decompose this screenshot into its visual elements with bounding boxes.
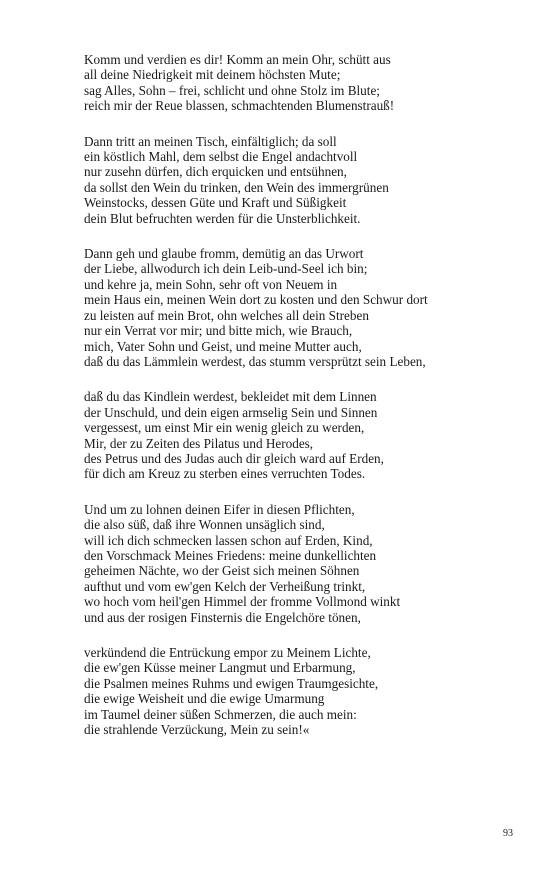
poem-line: für dich am Kreuz zu sterben eines verruchten Todes. xyxy=(84,466,366,482)
stanza-2 xyxy=(84,134,524,226)
poem-line: geheimen Nächte, wo der Geist sich meinen Söhnen xyxy=(84,563,360,579)
poem-line: aufthut und vom ew'gen Kelch der Verheißung trinkt, xyxy=(84,578,366,594)
poem-line: zu leisten auf mein Brot, ohn welches all dein Streben xyxy=(84,307,369,323)
poem-text xyxy=(84,52,524,757)
poem-line: die strahlende Verzückung, Mein zu sein!« xyxy=(84,722,310,738)
poem-line: mich, Vater Sohn und Geist, und meine Mutter auch, xyxy=(84,338,362,354)
poem-line: wo hoch vom heil'gen Himmel der fromme Vollmond winkt xyxy=(84,594,401,610)
poem-line: reich mir der Reue blassen, schmachtenden Blumenstrauß! xyxy=(84,98,395,114)
poem-line: all deine Niedrigkeit mit deinem höchsten Mute; xyxy=(84,67,341,83)
poem-line: Dann geh und glaube fromm, demütig an das Urwort xyxy=(84,246,364,262)
poem-line: Weinstocks, dessen Güte und Kraft und Süßigkeit xyxy=(84,195,347,211)
stanza-1 xyxy=(84,52,524,114)
stanza-5 xyxy=(84,502,524,625)
poem-line: mein Haus ein, meinen Wein dort zu kosten und den Schwur dort xyxy=(84,292,428,308)
poem-line: und aus der rosigen Finsternis die Engelchöre tönen, xyxy=(84,609,361,625)
poem-line: den Vorschmack Meines Friedens: meine dunkellichten xyxy=(84,547,377,563)
poem-line: daß du das Kindlein werdest, bekleidet mit dem Linnen xyxy=(84,389,377,405)
poem-line: Komm und verdien es dir! Komm an mein Ohr, schütt aus xyxy=(84,52,391,67)
poem-line: daß du das Lämmlein werdest, das stumm versprützt sein Leben, xyxy=(84,353,426,369)
stanza-4 xyxy=(84,389,524,481)
poem-line: des Petrus und des Judas auch dir gleich ward auf Erden, xyxy=(84,450,384,466)
poem-line: die ewige Weisheit und die ewige Umarmung xyxy=(84,691,325,707)
poem-line: ein köstlich Mahl, dem selbst die Engel andachtvoll xyxy=(84,149,358,165)
poem-line: will ich dich schmecken lassen schon auf Erden, Kind, xyxy=(84,532,373,548)
poem-line: Mir, der zu Zeiten des Pilatus und Herodes, xyxy=(84,435,314,451)
poem-line: der Liebe, allwodurch ich dein Leib-und-Seel ich bin; xyxy=(84,261,368,277)
poem-line: sag Alles, Sohn – frei, schlicht und ohne Stolz im Blute; xyxy=(84,82,380,98)
poem-line: und kehre ja, mein Sohn, sehr oft von Neuem in xyxy=(84,276,338,292)
stanza-6 xyxy=(84,645,524,737)
poem-line: dein Blut befruchten werden für die Unsterblichkeit. xyxy=(84,210,361,226)
poem-line: vergessest, um einst Mir ein wenig gleich zu werden, xyxy=(84,420,365,436)
stanza-3 xyxy=(84,246,524,369)
poem-line: verkündend die Entrückung empor zu Meinem Lichte, xyxy=(84,645,371,660)
poem-line: der Unschuld, und dein eigen armselig Sein und Sinnen xyxy=(84,404,378,420)
poem-line: die ew'gen Küsse meiner Langmut und Erbarmung, xyxy=(84,660,356,676)
poem-line: Und um zu lohnen deinen Eifer in diesen Pflichten, xyxy=(84,501,355,517)
poem-line: die also süß, daß ihre Wonnen unsäglich sind, xyxy=(84,517,325,533)
poem-line: da sollst den Wein du trinken, den Wein des immergrünen xyxy=(84,179,389,195)
poem-line: nur ein Verrat vor mir; und bitte mich, wie Brauch, xyxy=(84,323,353,339)
page-number: 93 xyxy=(503,828,513,839)
poem-line: die Psalmen meines Ruhms und ewigen Traumgesichte, xyxy=(84,675,379,691)
poem-line: Dann tritt an meinen Tisch, einfältiglich; da soll xyxy=(84,133,337,149)
poem-line: nur zusehn dürfen, dich erquicken und entsühnen, xyxy=(84,164,347,180)
poem-line: im Taumel deiner süßen Schmerzen, die auch mein: xyxy=(84,706,357,722)
